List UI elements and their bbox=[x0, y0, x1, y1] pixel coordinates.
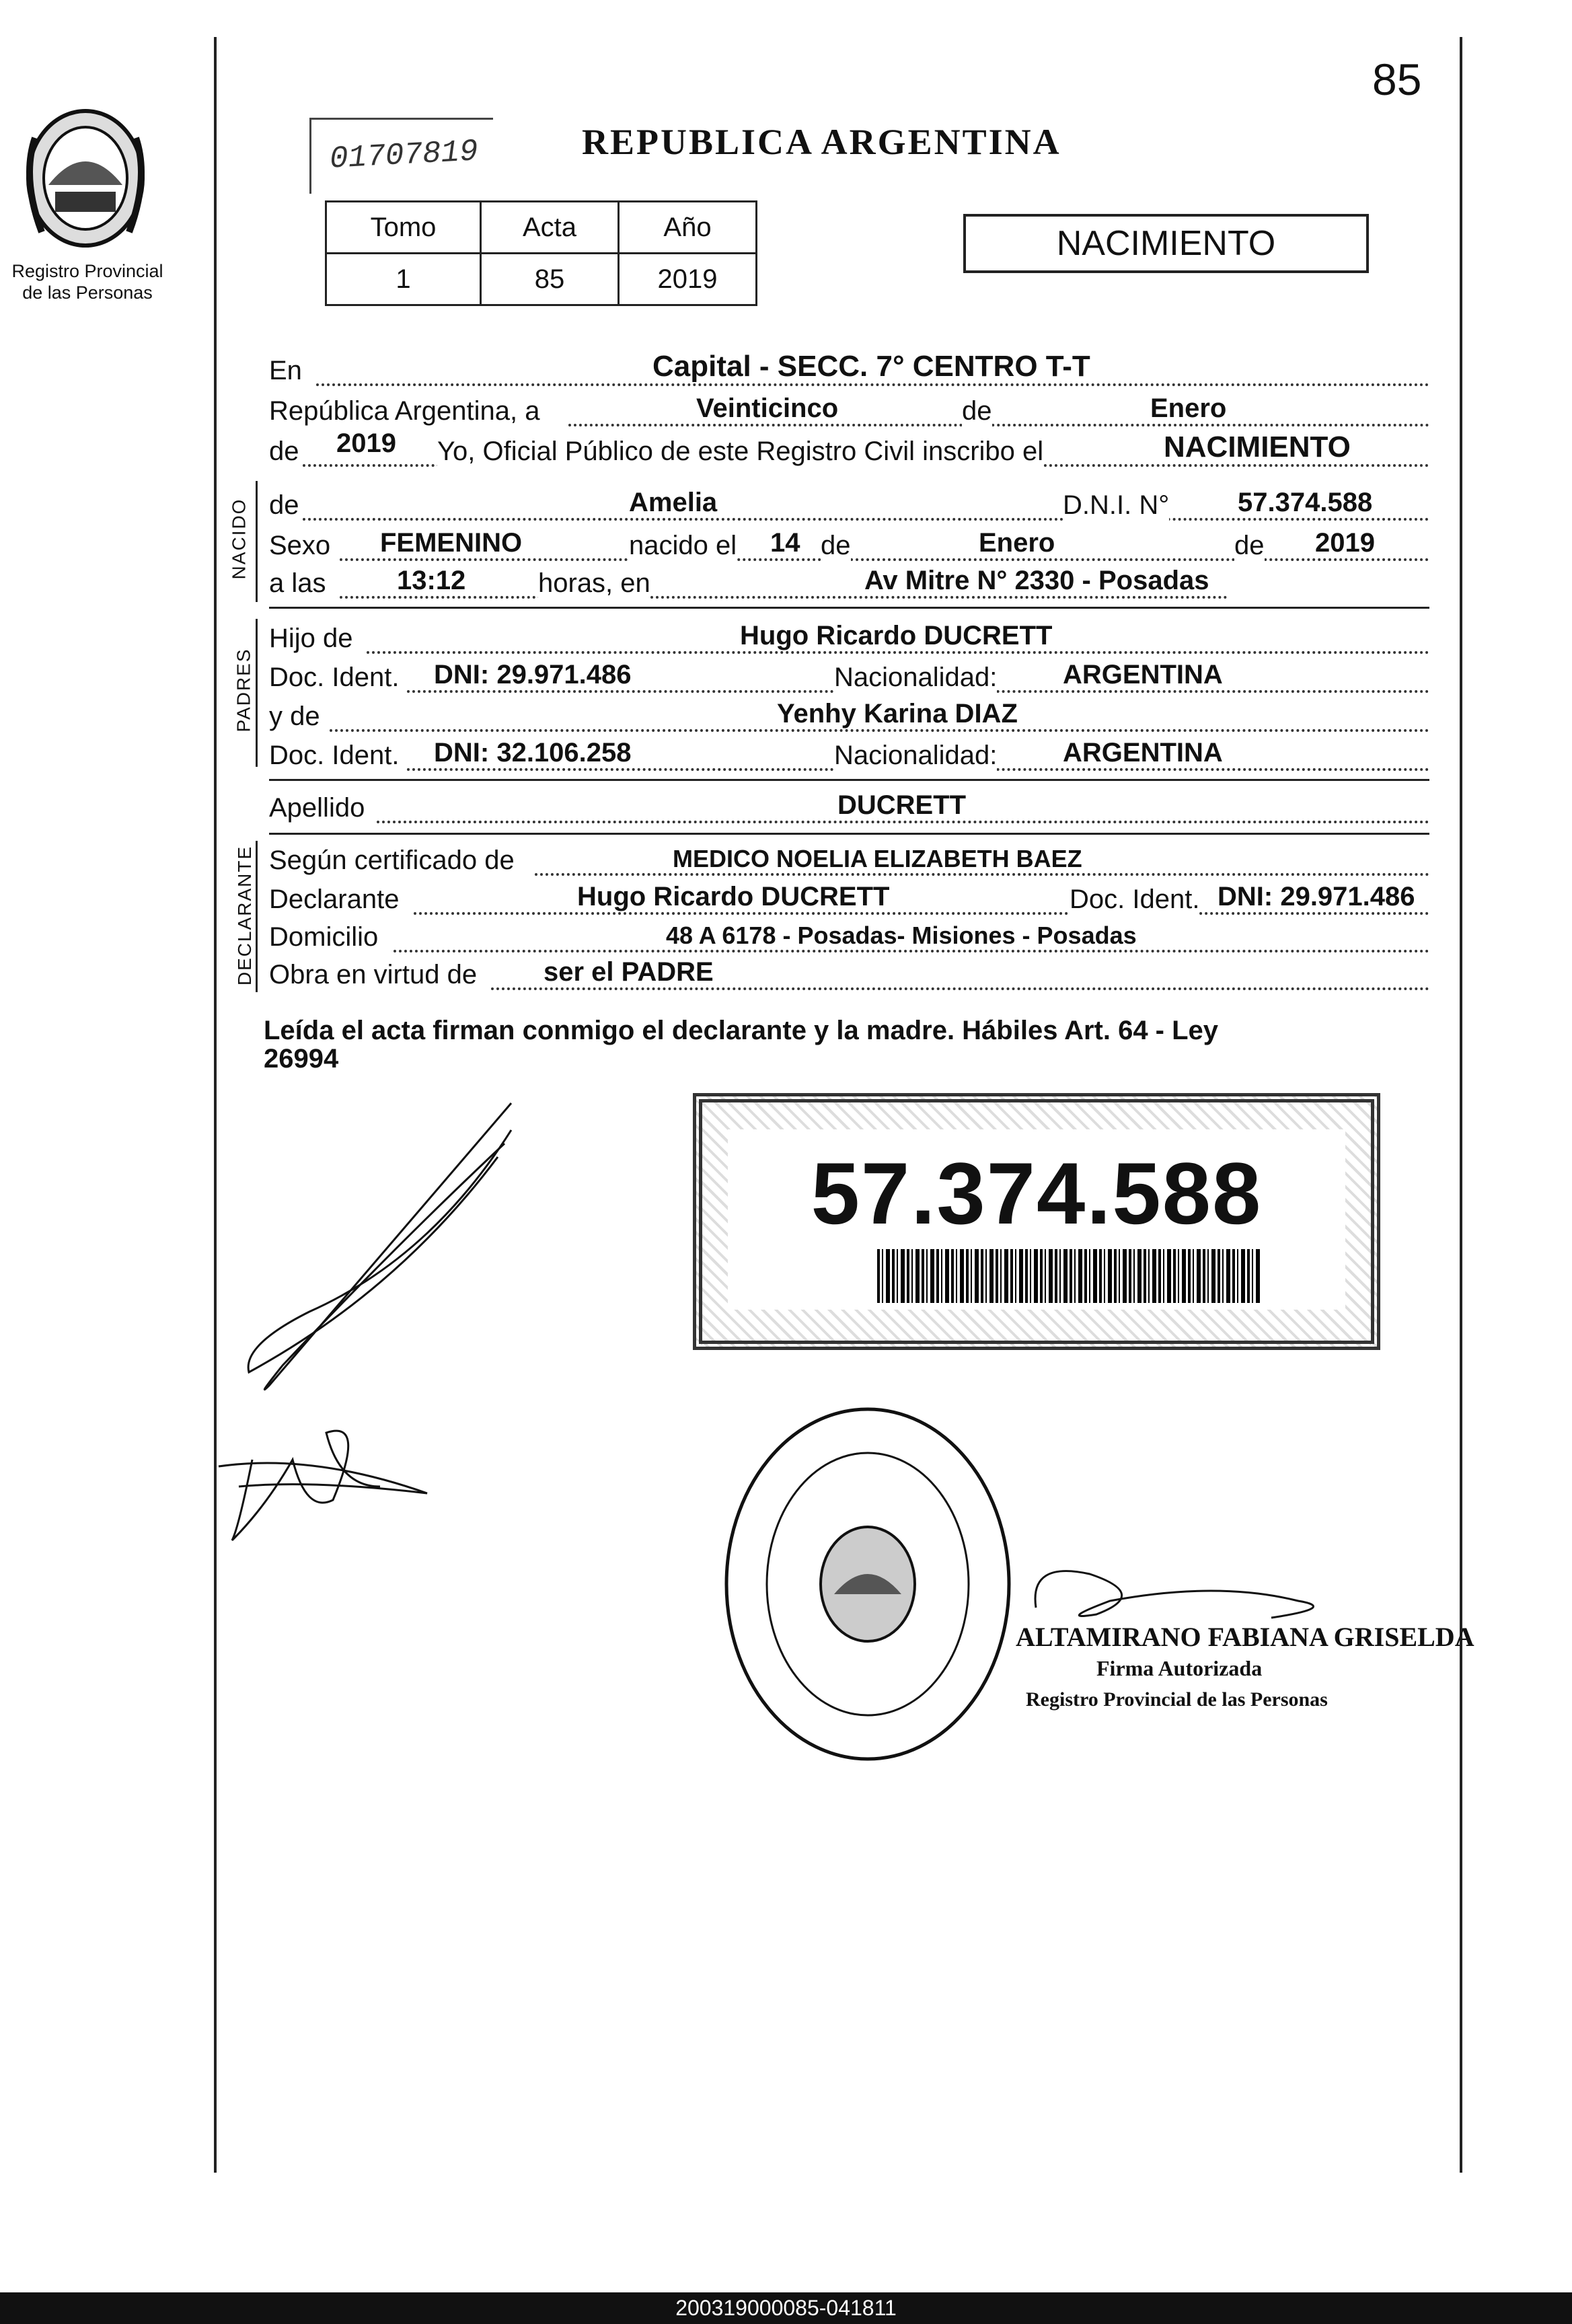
closing-line-1: Leída el acta firman conmigo el declarante y la madre. Hábiles Art. 64 - Ley bbox=[264, 1016, 1219, 1045]
closing-line-2: 26994 bbox=[264, 1044, 339, 1074]
de-label: de bbox=[269, 490, 299, 520]
nac-label: Nacionalidad: bbox=[834, 663, 998, 692]
place-value: Av Mitre N° 2330 - Posadas bbox=[864, 566, 1209, 595]
yde-label: y de bbox=[269, 702, 320, 731]
declarante-side-label: DECLARANTE bbox=[234, 845, 256, 986]
name-value: Amelia bbox=[629, 488, 718, 517]
inscribe-value: NACIMIENTO bbox=[1164, 430, 1351, 463]
birth-day-value: 14 bbox=[770, 528, 800, 558]
nacido-side-label: NACIDO bbox=[228, 498, 250, 580]
row-mother-doc bbox=[269, 735, 1429, 775]
declarante-bracket bbox=[256, 841, 258, 992]
row-certificado bbox=[269, 839, 1429, 880]
day-value: Veinticinco bbox=[696, 393, 839, 423]
row-obra bbox=[269, 954, 1429, 994]
republica-label: República Argentina, a bbox=[269, 396, 540, 426]
horas-label: horas, en bbox=[538, 568, 650, 598]
mother-value: Yenhy Karina DIAZ bbox=[777, 699, 1018, 728]
nac-label-2: Nacionalidad: bbox=[834, 741, 998, 770]
divider bbox=[269, 779, 1429, 781]
serial-stamp: 01707819 bbox=[328, 134, 480, 177]
de2-label: de bbox=[269, 437, 299, 466]
obra-value: ser el PADRE bbox=[544, 957, 714, 987]
sexo-label: Sexo bbox=[269, 531, 331, 560]
nacido-el-label: nacido el bbox=[629, 531, 737, 560]
cert-value: MEDICO NOELIA ELIZABETH BAEZ bbox=[673, 845, 1082, 872]
mother-doc: DNI: 32.106.258 bbox=[434, 738, 632, 767]
yo-text: Yo, Oficial Público de este Registro Civil inscribo el bbox=[437, 437, 1044, 466]
cert-label: Según certificado de bbox=[269, 846, 515, 875]
doc-label: Doc. Ident. bbox=[269, 663, 400, 692]
year-value: 2019 bbox=[336, 428, 396, 458]
en-label: En bbox=[269, 356, 302, 385]
table-header-tomo: Tomo bbox=[326, 202, 481, 254]
en-value: Capital - SECC. 7° CENTRO T-T bbox=[652, 350, 1090, 383]
padres-bracket bbox=[256, 619, 258, 767]
table-header-ano: Año bbox=[619, 202, 757, 254]
footer-code: 200319000085-041811 bbox=[675, 2296, 897, 2320]
row-apellido bbox=[269, 787, 1429, 827]
row-republica bbox=[269, 390, 1429, 430]
father-nat: ARGENTINA bbox=[1063, 660, 1223, 689]
row-father-doc bbox=[269, 657, 1429, 697]
logo-caption-1: Registro Provincial bbox=[11, 261, 163, 281]
father-doc: DNI: 29.971.486 bbox=[434, 660, 632, 689]
time-value: 13:12 bbox=[397, 566, 466, 595]
left-margin-line bbox=[214, 37, 217, 2173]
month-value: Enero bbox=[1150, 393, 1227, 423]
dom-value: 48 A 6178 - Posadas- Misiones - Posadas bbox=[666, 922, 1137, 949]
official-name: ALTAMIRANO FABIANA GRISELDA bbox=[1016, 1622, 1474, 1652]
row-year bbox=[269, 430, 1429, 471]
decl-doc-label: Doc. Ident. bbox=[1070, 885, 1200, 914]
row-sexo bbox=[269, 525, 1429, 565]
dom-label: Domicilio bbox=[269, 922, 379, 952]
de-label: de bbox=[962, 396, 992, 426]
mother-nat: ARGENTINA bbox=[1063, 738, 1223, 767]
divider bbox=[269, 833, 1429, 835]
row-hijo bbox=[269, 617, 1429, 658]
de-label-2: de bbox=[821, 531, 851, 560]
birth-month-value: Enero bbox=[979, 528, 1055, 558]
father-value: Hugo Ricardo DUCRETT bbox=[740, 621, 1053, 650]
birth-year-value: 2019 bbox=[1315, 528, 1375, 558]
id-label-number: 57.374.588 bbox=[811, 1144, 1263, 1242]
official-office: Registro Provincial de las Personas bbox=[1026, 1688, 1328, 1711]
book-table bbox=[325, 200, 757, 306]
dni-value: 57.374.588 bbox=[1238, 488, 1373, 517]
official-role: Firma Autorizada bbox=[1096, 1656, 1263, 1680]
alas-label: a las bbox=[269, 568, 326, 598]
nacido-bracket bbox=[256, 481, 258, 602]
mother-signature bbox=[212, 1406, 441, 1561]
apellido-label: Apellido bbox=[269, 793, 365, 823]
act-type-box bbox=[963, 214, 1369, 273]
table-value-tomo: 1 bbox=[326, 254, 481, 305]
id-label-barcode bbox=[877, 1249, 1261, 1303]
right-margin-line bbox=[1460, 37, 1462, 2173]
header-title: REPUBLICA ARGENTINA bbox=[582, 122, 1061, 162]
row-yde bbox=[269, 696, 1429, 736]
row-declarante bbox=[269, 878, 1429, 919]
footer-bar bbox=[0, 2292, 1572, 2324]
table-header-acta: Acta bbox=[481, 202, 619, 254]
table-value-acta: 85 bbox=[481, 254, 619, 305]
apellido-value: DUCRETT bbox=[837, 790, 967, 820]
sexo-value: FEMENINO bbox=[380, 528, 523, 558]
row-en bbox=[269, 350, 1429, 390]
padres-side-label: PADRES bbox=[233, 648, 254, 733]
divider bbox=[269, 607, 1429, 609]
round-seal bbox=[716, 1399, 1019, 1769]
hijo-label: Hijo de bbox=[269, 624, 353, 653]
logo-caption-2: de las Personas bbox=[22, 283, 153, 303]
decl-doc: DNI: 29.971.486 bbox=[1218, 882, 1415, 911]
page-number: 85 bbox=[1372, 54, 1422, 104]
row-nacido-name bbox=[269, 484, 1429, 525]
serial-stamp-frame bbox=[309, 118, 493, 194]
table-value-ano: 2019 bbox=[619, 254, 757, 305]
de-label-3: de bbox=[1234, 531, 1265, 560]
doc-label-2: Doc. Ident. bbox=[269, 741, 400, 770]
act-type-label: NACIMIENTO bbox=[1056, 224, 1276, 263]
obra-label: Obra en virtud de bbox=[269, 960, 478, 989]
row-hora bbox=[269, 562, 1429, 603]
decl-value: Hugo Ricardo DUCRETT bbox=[577, 882, 890, 911]
id-label bbox=[693, 1093, 1380, 1350]
row-domicilio bbox=[269, 916, 1429, 957]
dni-label: D.N.I. N° bbox=[1063, 490, 1170, 520]
province-logo bbox=[15, 98, 156, 252]
declarant-signature bbox=[229, 1090, 538, 1399]
decl-label: Declarante bbox=[269, 885, 400, 914]
